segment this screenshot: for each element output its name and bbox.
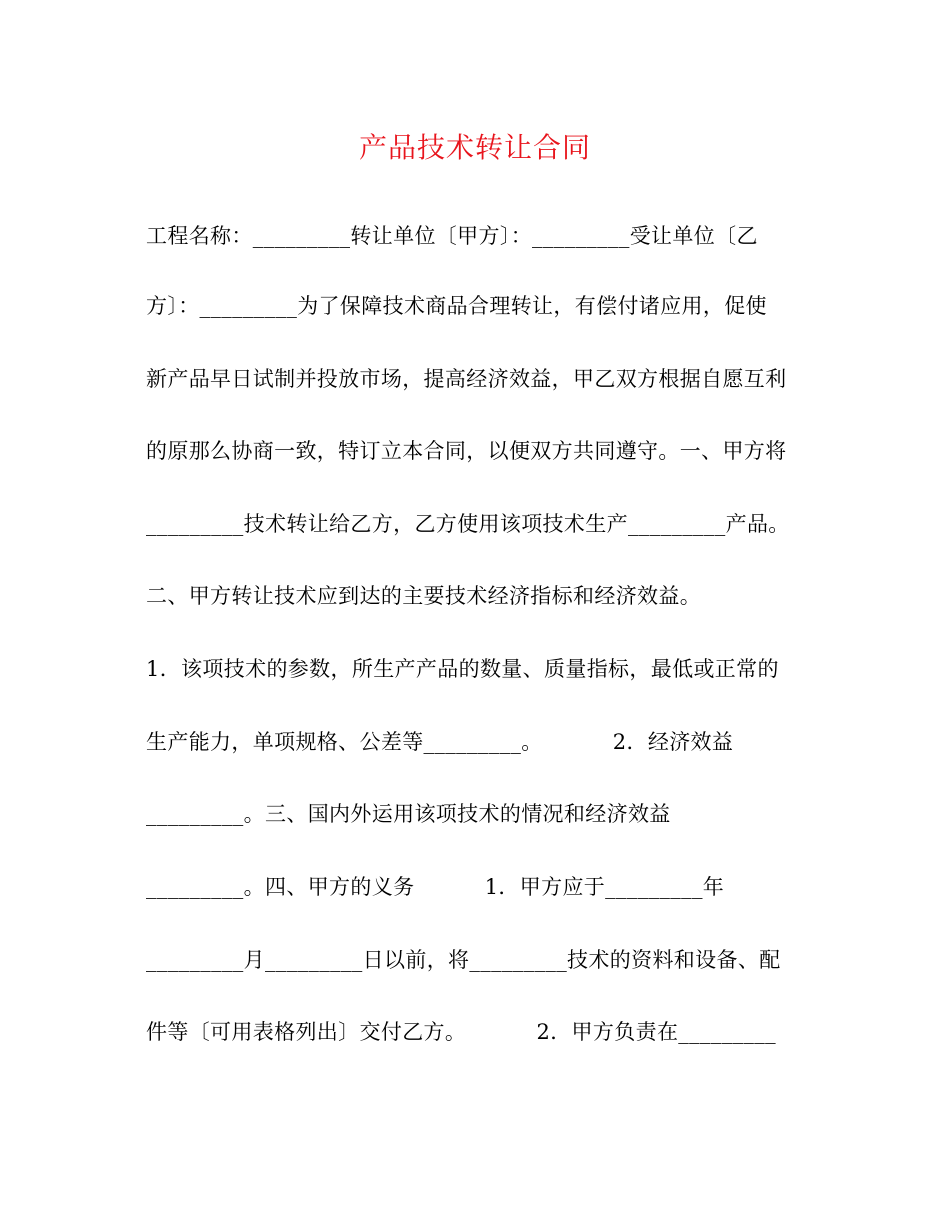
body-line: 二、甲方转让技术应到达的主要技术经济指标和经济效益。 (146, 584, 702, 608)
body-line: 件等〔可用表格列出〕交付乙方。 2．甲方负责在_________ (146, 1020, 776, 1044)
document-title: 产品技术转让合同 (358, 131, 591, 164)
body-line: 方〕：_________为了保障技术商品合理转让，有偿付诸应用，促使 (146, 294, 767, 318)
body-line: _________。四、甲方的义务 1．甲方应于_________年 (146, 875, 725, 899)
body-line: 新产品早日试制并投放市场，提高经济效益，甲乙双方根据自愿互利 (146, 367, 787, 391)
body-line: _________技术转让给乙方，乙方使用该项技术生产_________产品。 (146, 512, 790, 536)
body-line: _________。三、国内外运用该项技术的情况和经济效益 (146, 802, 671, 826)
body-line: 生产能力，单项规格、公差等_________。 2．经济效益 (146, 730, 734, 754)
body-line: 工程名称：_________转让单位〔甲方〕：_________受让单位〔乙 (146, 224, 758, 248)
body-line: 1．该项技术的参数，所生产产品的数量、质量指标，最低或正常的 (146, 657, 779, 681)
body-line: 的原那么协商一致，特订立本合同，以便双方共同遵守。一、甲方将 (146, 439, 787, 463)
body-line: _________月_________日以前，将_________技术的资料和设备、配 (146, 948, 781, 972)
